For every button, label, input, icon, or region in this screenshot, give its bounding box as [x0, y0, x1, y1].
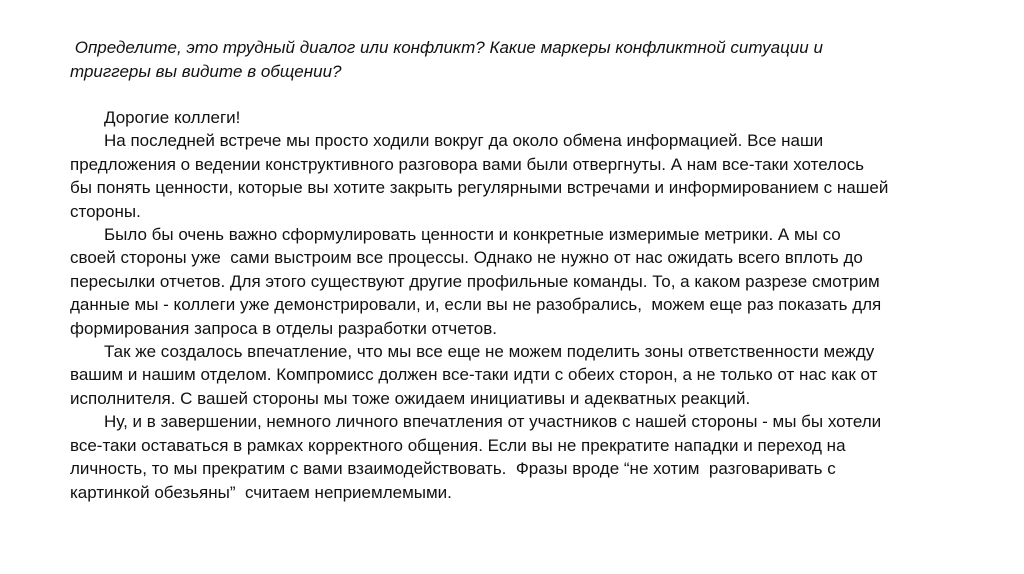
letter-line: формирования запроса в отделы разработки отчетов. — [70, 318, 497, 338]
question-line: Определите, это трудный диалог или конфликт? Какие маркеры конфликтной ситуации и — [70, 38, 823, 57]
letter-line: Было бы очень важно сформулировать ценности и конкретные измеримые метрики. А мы со — [104, 225, 841, 245]
letter-line: картинкой обезьяны” считаем неприемлемыми. — [70, 482, 452, 502]
letter-line: стороны. — [70, 201, 141, 221]
greeting: Дорогие коллеги! — [104, 108, 241, 127]
letter-line: личность, то мы прекратим с вами взаимодействовать. Фразы вроде “не хотим разговаривать с — [70, 459, 836, 479]
letter-line: исполнителя. С вашей стороны мы тоже ожидаем инициативы и адекватных реакций. — [70, 388, 751, 408]
letter-line: На последней встрече мы просто ходили вокруг да около обмена информацией. Все наши — [104, 131, 824, 151]
letter-line: Так же создалось впечатление, что мы все еще не можем поделить зоны ответственности между — [104, 342, 875, 362]
question-line: триггеры вы видите в общении? — [70, 62, 342, 81]
letter-line: Ну, и в завершении, немного личного впечатления от участников с нашей стороны - мы бы хотели — [104, 412, 882, 432]
letter-line: пересылки отчетов. Для этого существуют другие профильные команды. То, а каком разрезе смотрим — [70, 271, 880, 291]
letter-line: все-таки оставаться в рамках корректного общения. Если вы не прекратите нападки и переход на — [70, 435, 846, 455]
letter-line: данные мы - коллеги уже демонстрировали, и, если вы не разобрались, можем еще раз показать для — [70, 295, 882, 315]
letter-line: вашим и нашим отделом. Компромисс должен все-таки идти с обеих сторон, а не только от нас как от — [70, 365, 878, 385]
letter-line: предложения о ведении конструктивного разговора вами были отвергнуты. А нам все-таки хотелось — [70, 154, 865, 174]
letter-text — [70, 106, 970, 504]
task-question — [70, 36, 950, 84]
letter-line: бы понять ценности, которые вы хотите закрыть регулярными встречами и информированием с нашей — [70, 178, 889, 198]
letter-line: своей стороны уже сами выстроим все процессы. Однако не нужно от нас ожидать всего вплоть до — [70, 248, 863, 268]
